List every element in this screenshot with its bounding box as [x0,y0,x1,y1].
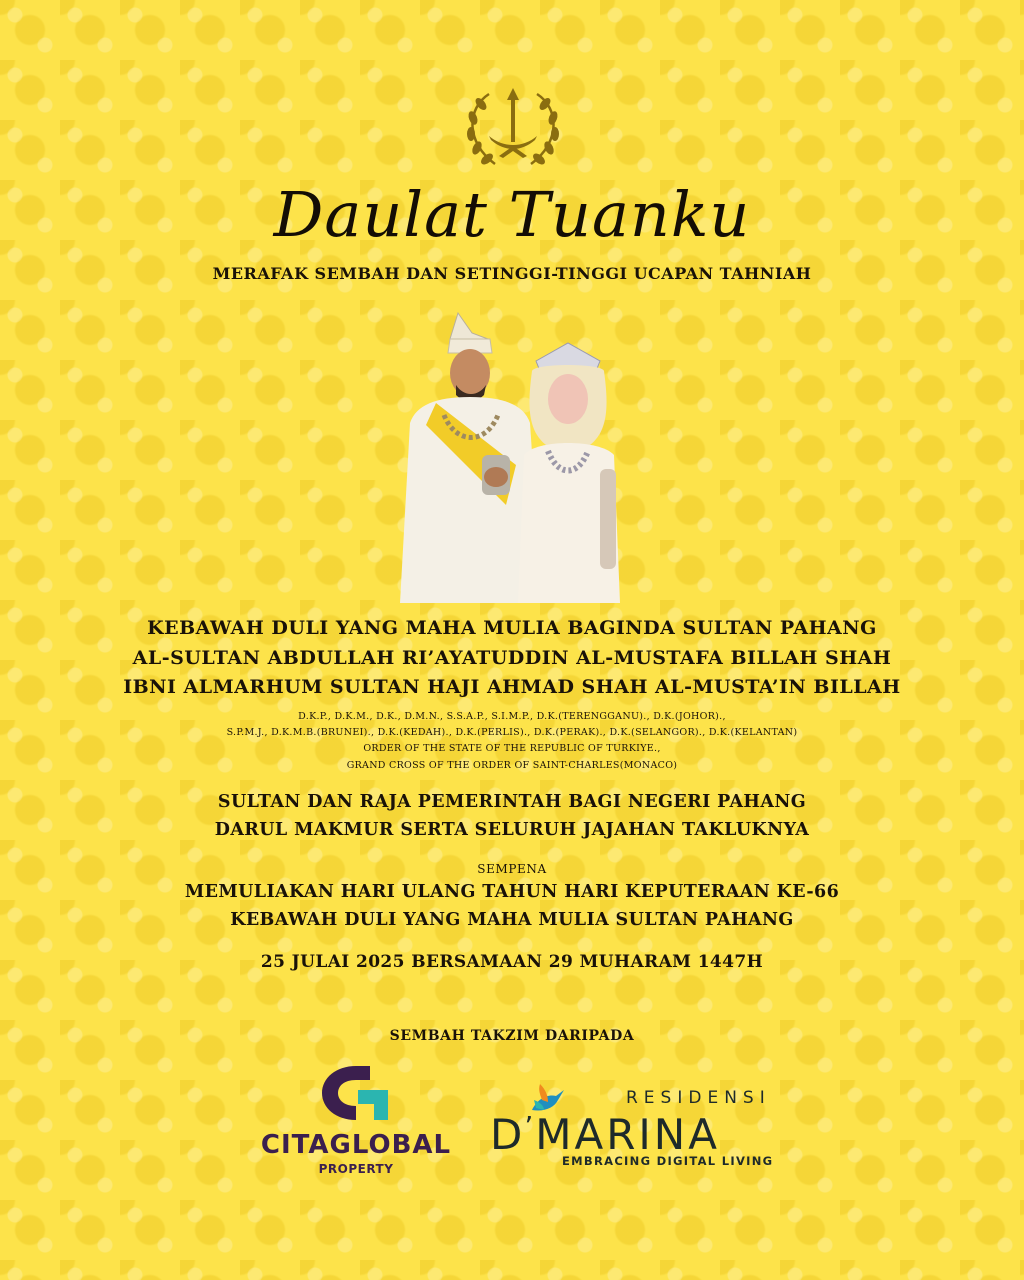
dmarina-wordmark: D’MARINA [490,1110,720,1159]
page-title: Daulat Tuanku [273,178,751,251]
sultan-title-line-3: IBNI ALMARHUM SULTAN HAJI AHMAD SHAH AL-MUSTA’IN BILLAH [123,676,901,698]
dmarina-tagline: EMBRACING DIGITAL LIVING [562,1154,774,1168]
orders-line-3: ORDER OF THE STATE OF THE REPUBLIC OF TURKIYE., [363,743,661,754]
orders-line-4: GRAND CROSS OF THE ORDER OF SAINT-CHARLES(MONACO) [346,760,678,771]
dmarina-residensi: RESIDENSI [626,1088,771,1108]
ruler-line-2: DARUL MAKMUR SERTA SELURUH JAJAHAN TAKLUKNYA [214,820,810,840]
pahang-crest-icon [459,82,567,174]
citaglobal-mark-icon [318,1062,394,1124]
dmarina-logo [490,1080,796,1172]
ruler-line-1: SULTAN DAN RAJA PEMERINTAH BAGI NEGERI PAHANG [217,792,807,812]
occasion-line-2: KEBAWAH DULI YANG MAHA MULIA SULTAN PAHANG [230,910,794,930]
occasion-line-1: MEMULIAKAN HARI ULANG TAHUN HARI KEPUTERAAN KE-66 [184,882,840,902]
citaglobal-name: CITAGLOBAL [260,1130,452,1160]
royal-portrait [396,305,628,603]
dmarina-d: D [490,1110,525,1159]
citaglobal-logo [254,1062,458,1182]
orders-line-2: S.P.M.J., D.K.M.B.(BRUNEI)., D.K.(KEDAH)., D.K.(PERLIS)., D.K.(PERAK)., D.K.(SELANGOR)., D.K.(KELANTAN) [226,727,798,738]
dmarina-marina: MARINA [535,1110,720,1159]
takzim-label: SEMBAH TAKZIM DARIPADA [389,1028,635,1044]
page-subtitle: MERAFAK SEMBAH DAN SETINGGI-TINGGI UCAPAN TAHNIAH [212,264,812,283]
citaglobal-sub: PROPERTY [318,1162,394,1176]
sultan-title-line-2: AL-SULTAN ABDULLAH RI’AYATUDDIN AL-MUSTAFA BILLAH SHAH [132,647,892,669]
orders-line-1: D.K.P., D.K.M., D.K., D.M.N., S.S.A.P., S.I.M.P., D.K.(TERENGGANU)., D.K.(JOHOR)., [298,711,726,722]
sempena-label: SEMPENA [477,862,547,876]
sultan-title-line-1: KEBAWAH DULI YANG MAHA MULIA BAGINDA SULTAN PAHANG [147,617,877,639]
occasion-date: 25 JULAI 2025 BERSAMAAN 29 MUHARAM 1447H [260,952,764,972]
